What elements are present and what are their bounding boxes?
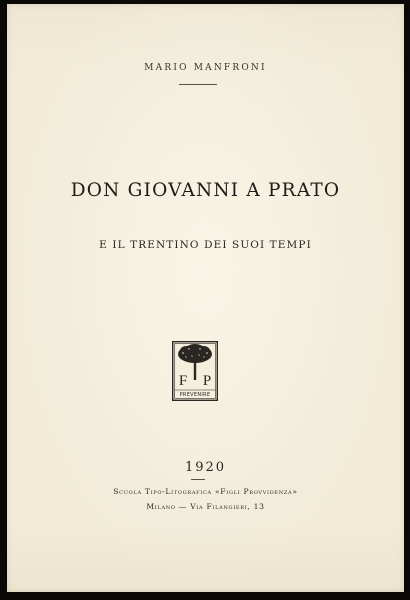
publisher-emblem [172, 341, 218, 401]
emblem-letter-left: F [178, 373, 188, 389]
book-title: DON GIOVANNI A PRATO [70, 180, 341, 201]
book-subtitle: E IL TRENTINO DEI SUOI TEMPI [99, 239, 312, 251]
publisher-address: Milano — Via Filangieri, 13 [146, 502, 265, 511]
year-divider [191, 479, 205, 480]
emblem-letter-right: P [202, 373, 212, 389]
emblem-motto: PREVENIRE [179, 392, 211, 398]
author-divider [179, 84, 217, 85]
publisher-name: Scuola Tipo-Litografica «Figli Provvidenza» [113, 487, 298, 496]
title-page [7, 4, 404, 592]
publication-year: 1920 [184, 460, 227, 475]
author-name: MARIO MANFRONI [144, 63, 267, 73]
